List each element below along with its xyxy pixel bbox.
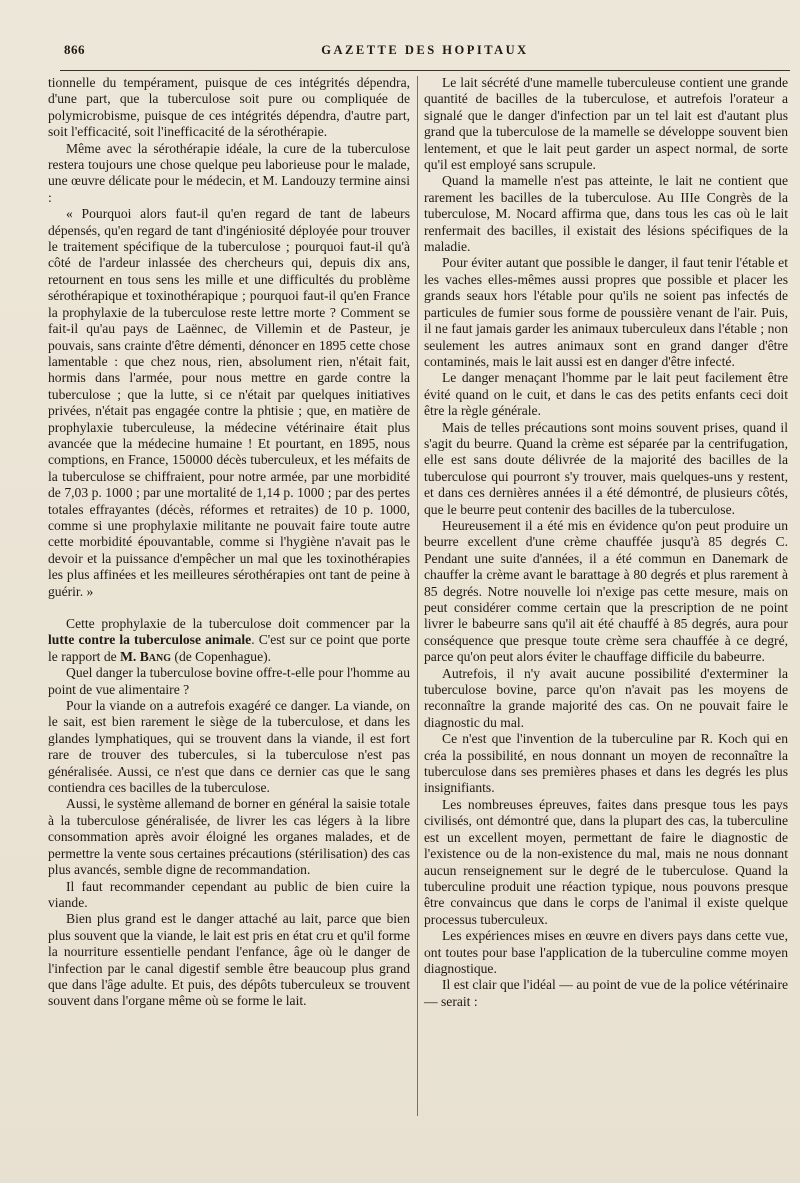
paragraph: tionnelle du tempérament, puisque de ces intégrités dépendra, d'une part, que la tuberculose soit pure ou compliquée de polymicrobisme, puisque de ces intégrités dépendra, d'autre part, soit l'efficacité, soit l'inefficacité de la sérothérapie.	[48, 75, 410, 140]
paragraph: Quand la mamelle n'est pas atteinte, le lait ne contient que rarement les bacilles de la tuberculose. Au IIIe Congrès de la tuberculose, M. Nocard affirma que, dans tous les cas où le lait renfermait des bacilles, il existait des lésions spécifiques de la maladie.	[424, 173, 788, 255]
left-column	[48, 75, 410, 1010]
paragraph: Même avec la sérothérapie idéale, la cure de la tuberculose restera toujours une chose quelque peu laborieuse pour le malade, une œuvre délicate pour le médecin, et M. Landouzy termine ainsi :	[48, 140, 410, 205]
paragraph: Le danger menaçant l'homme par le lait peut facilement être évité quand on le cuit, et dans le cas des petits enfants ceci doit être la règle générale.	[424, 370, 788, 419]
paragraph: Il faut recommander cependant au public de bien cuire la viande.	[48, 878, 410, 910]
paragraph: Aussi, le système allemand de borner en général la saisie totale à la tuberculose généralisée, de livrer les cas légers à la libre consommation après avoir éloigné les organes malades, et de permettre la vente sous certaines précautions (stérilisation) des cas plus avancés, semble digne de recommandation.	[48, 796, 410, 878]
bold-phrase: lutte contre la tuberculose animale	[48, 632, 252, 648]
text-run: (de Copenhague).	[171, 648, 272, 664]
paragraph: Pour la viande on a autrefois exagéré ce danger. La viande, on le sait, est bien rarement le siège de la tuberculose, et dans les glandes lymphatiques, qui se trouvent dans la viande, il est fort rare de trouver des tubercules, si la tuberculose n'est pas généralisée. Aussi, ce n'est que dans ce dernier cas que le sang contiendra ces bacilles de la tuberculose.	[48, 698, 410, 796]
author-name: M. Bang	[120, 648, 172, 664]
paragraph: Il est clair que l'idéal — au point de vue de la police vétérinaire — serait :	[424, 977, 788, 1009]
paragraph: Les expériences mises en œuvre en divers pays dans cette vue, ont toutes pour base l'application de la tuberculine comme moyen diagnostique.	[424, 928, 788, 976]
running-title: GAZETTE DES HOPITAUX	[321, 43, 529, 57]
paragraph: Le lait sécrété d'une mamelle tuberculeuse contient une grande quantité de bacilles de la tuberculose, et autrefois l'orateur a signalé que le danger d'infection par un tel lait est d'autant plus grand que la tuberculose de la mamelle se développe souvent bien lentement, et que le lait peut garder un aspect normal, de sorte qu'il est employé sans scrupule.	[424, 75, 788, 173]
text-run: Cette prophylaxie de la tuberculose doit commencer par la	[66, 616, 410, 631]
paragraph: Mais de telles précautions sont moins souvent prises, quand il s'agit du beurre. Quand la crème est séparée par la centrifugation, elle est sans doute délivrée de la majorité des bacilles de la tuberculose qui pourront s'y trouver, mais quelques-uns y restent, et dans ces dernières années il a été démontré, de plusieurs côtés, que le beurre peut contenir des bacilles de la tuberculose.	[424, 419, 788, 517]
paragraph: Bien plus grand est le danger attaché au lait, parce que bien plus souvent que la viande, le lait est pris en état cru et qu'il forme la nourriture essentielle pendant l'enfance, âge où le danger de l'infection par le canal digestif semble être beaucoup plus grand que dans l'âge adulte. Et puis, des dépôts tuberculeux se trouvent souvent dans l'organe même où se forme le lait.	[48, 911, 410, 1009]
paragraph: Quel danger la tuberculose bovine offre-t-elle pour l'homme au point de vue alimentaire ?	[48, 665, 410, 697]
paragraph: Les nombreuses épreuves, faites dans presque tous les pays civilisés, ont démontré que, dans la plupart des cas, la tuberculine est un excellent moyen, permettant de faire le diagnostic de l'existence ou de la non-existence du mal, mais ne nous donnant aucun renseignement sur le degré de le tuberculose. Quand la tuberculine produit une réaction typique, nous pouvons presque être convaincus que dans le corps de l'animal il existe quelque processus tuberculeux.	[424, 796, 788, 927]
paragraph	[48, 616, 410, 665]
quote-paragraph: « Pourquoi alors faut-il qu'en regard de tant de labeurs dépensés, qu'en regard de tant d'ingéniosité déployée pour trouver le traitement spécifique de la tuberculose ; pourquoi faut-il qu'à côté de l'ardeur inlassée des chercheurs qui, depuis dix ans, retournent en tous sens les mille et une difficultés du problème sérothérapique et toxinothérapique ; pourquoi faut-il qu'en France la prophylaxie de la tuberculose reste lettre morte ? Comment se fait-il qu'au pays de Laënnec, de Villemin et de Pasteur, je pouvais, sans crainte d'être démenti, dénoncer en 1895 cette chose lamentable : que chez nous, rien, absolument rien, n'était fait, hormis dans l'armée, pour nous mettre en garde contre la tuberculose ; que la lutte, si ce n'était par quelques initiatives privées, n'était pas engagée contre la phtisie ; que, en matière de prophylaxie tuberculeuse, la médecine vétérinaire était plus avancée que la médecine humaine ! Et pourtant, en 1895, nous comptions, en France, 150000 décès tuberculeux, et les méfaits de la tuberculose se chiffraient, pour notre armée, par une morbidité de 7,03 p. 1000 ; par une mortalité de 1,14 p. 1000 ; par des pertes totales effrayantes (décès, réformes et retraites) de 10 p. 1000, comme si une prophylaxie militante ne pouvait faire toute autre cette morbidité épouvantable, comme si l'hygiène n'avait pas le devoir et la puissance d'empêcher un mal que les toxinothérapies les plus affinées et les meilleures sérothérapies ont tant de peine à guérir. »	[48, 206, 410, 599]
header-rule	[60, 70, 790, 71]
paragraph: Heureusement il a été mis en évidence qu'on peut produire un beurre excellent d'une crème chauffée jusqu'à 85 degrés C. Pendant une suite d'années, il a été commun en Danemark de chauffer la crème avant le barattage à 80 degrés et plus rarement à 85 degrés. Notre nouvelle loi n'exige pas cette mesure, mais on peut considérer comme certain que la prescription de ne point livrer le babeurre sans qu'il ait été chauffé à 85 degrés, aura pour conséquence que presque toute crème sera chauffée à ce degré, parce qu'on peut alors éviter le chauffage difficile du babeurre.	[424, 517, 788, 665]
page-number: 866	[64, 42, 85, 57]
column-divider	[417, 76, 418, 1116]
paragraph: Autrefois, il n'y avait aucune possibilité d'exterminer la tuberculose bovine, parce qu'on n'avait pas les moyens de reconnaître la grande majorité des cas. On ne pouvait faire le diagnostic du mal.	[424, 665, 788, 730]
paragraph: Pour éviter autant que possible le danger, il faut tenir l'étable et les vaches elles-mêmes aussi propres que possible et placer les grands seaux hors l'étable pour qu'ils ne soient pas infectés de particules de fumier sous forme de poussière venant de l'air. Puis, il ne faut jamais garder les animaux tuberculeux dans l'étable ; non seulement les autres animaux sont en grand danger d'être contaminés, mais le lait aussi est en danger d'être infecté.	[424, 255, 788, 369]
page-header	[60, 38, 790, 66]
right-column	[424, 75, 788, 1010]
paragraph: Ce n'est que l'invention de la tuberculine par R. Koch qui en créa la possibilité, en nous donnant un moyen de reconnaître la tuberculose dans ses premières phases et dans les degrés les plus insignifiants.	[424, 731, 788, 796]
text-run: . C'est sur ce point que porte le rapport de	[48, 632, 411, 664]
